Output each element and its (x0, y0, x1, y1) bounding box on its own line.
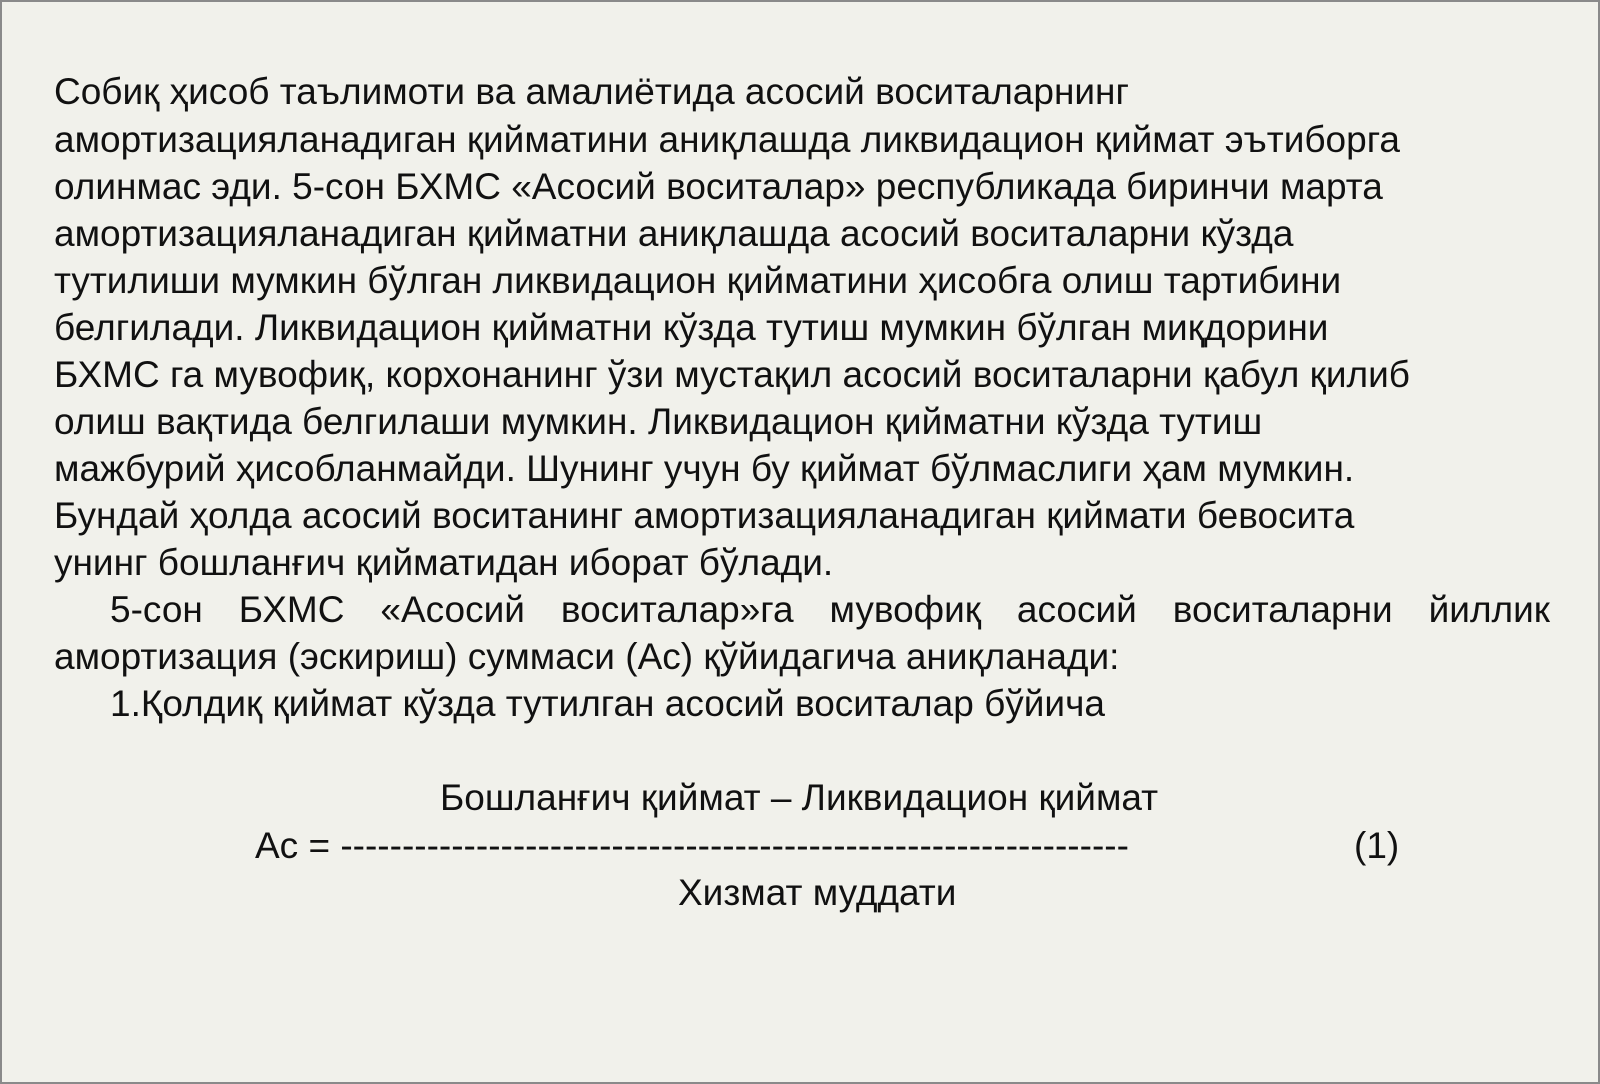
text-line: олиш вақтида белгилаши мумкин. Ликвидацион қийматни кўзда тутиш (54, 401, 1263, 442)
word: асосий (1016, 589, 1137, 630)
formula-left-side: Ас = ---------------------------------------------------------------- (255, 825, 1129, 866)
formula-denominator: Хизмат муддати (678, 872, 957, 913)
word: воситалар»га (560, 589, 794, 630)
text-line: амортизацияланадиган қийматини аниқлашда ликвидацион қиймат эътиборга (54, 119, 1400, 160)
word: «Асосий (380, 589, 525, 630)
word: йиллик (1428, 589, 1550, 630)
text-line: олинмас эди. 5-сон БХМС «Асосий воситалар» республикада биринчи марта (54, 166, 1383, 207)
paragraph-2-first-line (110, 588, 1550, 632)
formula-numerator: Бошланғич қиймат – Ликвидацион қиймат (440, 777, 1159, 818)
text-line: Собиқ ҳисоб таълимоти ва амалиётида асосий воситаларнинг (54, 71, 1129, 112)
formula-number: (1) (1354, 825, 1400, 866)
list-item-1: 1.Қолдиқ қиймат кўзда тутилган асосий воситалар бўйича (110, 683, 1105, 724)
text-line: амортизацияланадиган қийматни аниқлашда асосий воситаларни кўзда (54, 213, 1294, 254)
text-line: унинг бошланғич қийматидан иборат бўлади. (54, 542, 834, 583)
word: 5-сон (110, 589, 203, 630)
text-line: Бундай ҳолда асосий воситанинг амортизацияланадиган қиймати бевосита (54, 495, 1355, 536)
word: БХМС (238, 589, 345, 630)
text-line: мажбурий ҳисобланмайди. Шунинг учун бу қиймат бўлмаслиги ҳам мумкин. (54, 448, 1355, 489)
paragraph-2-second-line: амортизация (эскириш) суммаси (Ас) қўйидагича аниқланади: (54, 636, 1120, 677)
text-line: белгилади. Ликвидацион қийматни кўзда тутиш мумкин бўлган миқдорини (54, 307, 1329, 348)
word: воситаларни (1172, 589, 1393, 630)
text-line: БХМС га мувофиқ, корхонанинг ўзи мустақил асосий воситаларни қабул қилиб (54, 354, 1410, 395)
word: мувофиқ (829, 589, 981, 630)
text-line: тутилиши мумкин бўлган ликвидацион қийматини ҳисобга олиш тартибини (54, 260, 1342, 301)
